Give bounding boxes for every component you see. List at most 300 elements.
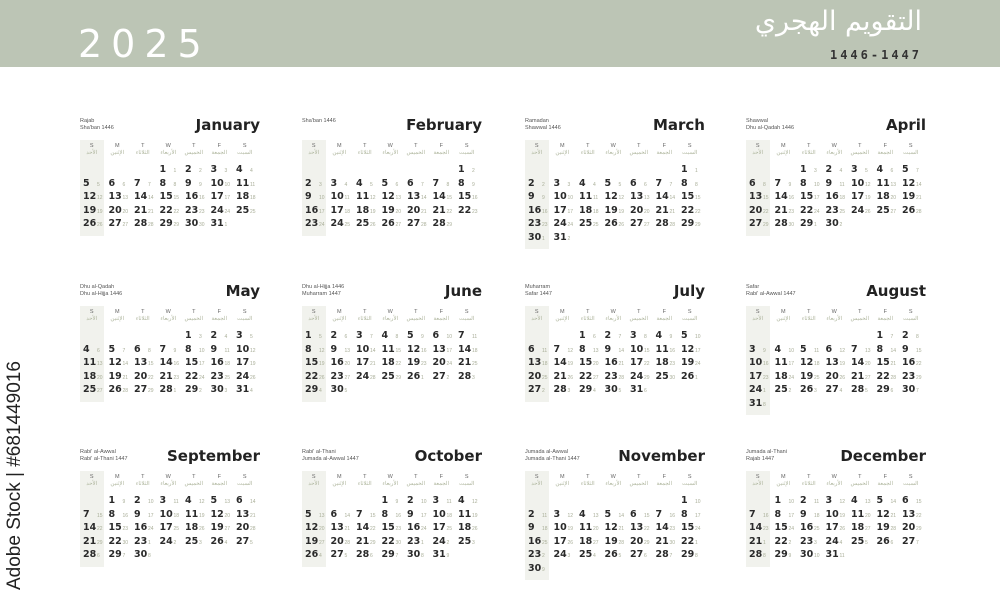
day-cell[interactable] <box>772 205 798 218</box>
day-cell[interactable] <box>379 495 405 508</box>
day-cell[interactable] <box>576 218 602 231</box>
day-cell[interactable] <box>106 218 132 231</box>
day-cell[interactable] <box>80 384 106 397</box>
day-cell[interactable] <box>208 357 234 370</box>
day-cell[interactable] <box>653 509 679 522</box>
day-cell[interactable] <box>874 344 900 357</box>
day-cell[interactable] <box>182 371 208 384</box>
day-cell[interactable] <box>353 536 379 549</box>
day-cell[interactable] <box>797 522 823 535</box>
day-cell[interactable] <box>302 522 328 535</box>
day-cell[interactable] <box>576 357 602 370</box>
day-cell[interactable] <box>551 191 577 204</box>
day-cell[interactable] <box>678 495 704 508</box>
day-cell[interactable] <box>157 178 183 191</box>
day-cell[interactable] <box>131 522 157 535</box>
day-cell[interactable] <box>182 357 208 370</box>
day-cell[interactable] <box>551 178 577 191</box>
day-cell[interactable] <box>404 495 430 508</box>
day-cell[interactable] <box>746 384 772 397</box>
day-cell[interactable] <box>899 495 925 508</box>
day-cell[interactable] <box>653 191 679 204</box>
day-cell[interactable] <box>455 536 481 549</box>
day-cell[interactable] <box>157 509 183 522</box>
day-cell[interactable] <box>106 509 132 522</box>
day-cell[interactable] <box>874 164 900 177</box>
day-cell[interactable] <box>848 191 874 204</box>
day-cell[interactable] <box>328 178 354 191</box>
day-cell[interactable] <box>404 178 430 191</box>
day-cell[interactable] <box>848 178 874 191</box>
day-cell[interactable] <box>157 191 183 204</box>
day-cell[interactable] <box>797 205 823 218</box>
day-cell[interactable] <box>551 344 577 357</box>
day-cell[interactable] <box>772 509 798 522</box>
day-cell[interactable] <box>678 549 704 562</box>
day-cell[interactable] <box>772 357 798 370</box>
day-cell[interactable] <box>80 549 106 562</box>
day-cell[interactable] <box>80 509 106 522</box>
day-cell[interactable] <box>551 205 577 218</box>
day-cell[interactable] <box>328 384 354 397</box>
day-cell[interactable] <box>328 536 354 549</box>
day-cell[interactable] <box>797 218 823 231</box>
day-cell[interactable] <box>899 522 925 535</box>
day-cell[interactable] <box>328 191 354 204</box>
day-cell[interactable] <box>848 205 874 218</box>
day-cell[interactable] <box>157 384 183 397</box>
day-cell[interactable] <box>874 371 900 384</box>
day-cell[interactable] <box>874 495 900 508</box>
day-cell[interactable] <box>157 164 183 177</box>
day-cell[interactable] <box>899 191 925 204</box>
day-cell[interactable] <box>899 371 925 384</box>
day-cell[interactable] <box>627 509 653 522</box>
day-cell[interactable] <box>797 178 823 191</box>
day-cell[interactable] <box>106 357 132 370</box>
day-cell[interactable] <box>602 522 628 535</box>
day-cell[interactable] <box>797 549 823 562</box>
day-cell[interactable] <box>602 357 628 370</box>
day-cell[interactable] <box>131 205 157 218</box>
day-cell[interactable] <box>602 330 628 343</box>
day-cell[interactable] <box>302 549 328 562</box>
day-cell[interactable] <box>106 536 132 549</box>
day-cell[interactable] <box>627 191 653 204</box>
day-cell[interactable] <box>525 384 551 397</box>
day-cell[interactable] <box>797 371 823 384</box>
day-cell[interactable] <box>899 384 925 397</box>
day-cell[interactable] <box>602 178 628 191</box>
day-cell[interactable] <box>848 536 874 549</box>
day-cell[interactable] <box>874 178 900 191</box>
day-cell[interactable] <box>823 357 849 370</box>
day-cell[interactable] <box>653 357 679 370</box>
day-cell[interactable] <box>551 522 577 535</box>
day-cell[interactable] <box>746 536 772 549</box>
day-cell[interactable] <box>823 164 849 177</box>
day-cell[interactable] <box>404 330 430 343</box>
day-cell[interactable] <box>576 522 602 535</box>
day-cell[interactable] <box>823 178 849 191</box>
day-cell[interactable] <box>328 357 354 370</box>
day-cell[interactable] <box>678 164 704 177</box>
day-cell[interactable] <box>404 205 430 218</box>
day-cell[interactable] <box>233 178 259 191</box>
day-cell[interactable] <box>404 344 430 357</box>
day-cell[interactable] <box>602 384 628 397</box>
day-cell[interactable] <box>848 371 874 384</box>
day-cell[interactable] <box>576 371 602 384</box>
day-cell[interactable] <box>182 191 208 204</box>
day-cell[interactable] <box>678 536 704 549</box>
day-cell[interactable] <box>430 495 456 508</box>
day-cell[interactable] <box>208 509 234 522</box>
day-cell[interactable] <box>455 164 481 177</box>
day-cell[interactable] <box>80 357 106 370</box>
day-cell[interactable] <box>551 371 577 384</box>
day-cell[interactable] <box>182 495 208 508</box>
day-cell[interactable] <box>106 205 132 218</box>
day-cell[interactable] <box>208 164 234 177</box>
day-cell[interactable] <box>602 536 628 549</box>
day-cell[interactable] <box>797 384 823 397</box>
day-cell[interactable] <box>182 522 208 535</box>
day-cell[interactable] <box>525 191 551 204</box>
day-cell[interactable] <box>746 371 772 384</box>
day-cell[interactable] <box>131 344 157 357</box>
day-cell[interactable] <box>157 371 183 384</box>
day-cell[interactable] <box>106 178 132 191</box>
day-cell[interactable] <box>772 218 798 231</box>
day-cell[interactable] <box>653 371 679 384</box>
day-cell[interactable] <box>653 522 679 535</box>
day-cell[interactable] <box>678 191 704 204</box>
day-cell[interactable] <box>848 357 874 370</box>
day-cell[interactable] <box>551 549 577 562</box>
day-cell[interactable] <box>746 549 772 562</box>
day-cell[interactable] <box>80 191 106 204</box>
day-cell[interactable] <box>430 205 456 218</box>
day-cell[interactable] <box>627 549 653 562</box>
day-cell[interactable] <box>678 205 704 218</box>
day-cell[interactable] <box>823 509 849 522</box>
day-cell[interactable] <box>353 205 379 218</box>
day-cell[interactable] <box>233 357 259 370</box>
day-cell[interactable] <box>233 344 259 357</box>
day-cell[interactable] <box>80 522 106 535</box>
day-cell[interactable] <box>874 191 900 204</box>
day-cell[interactable] <box>602 344 628 357</box>
day-cell[interactable] <box>602 218 628 231</box>
day-cell[interactable] <box>678 330 704 343</box>
day-cell[interactable] <box>525 232 551 245</box>
day-cell[interactable] <box>106 384 132 397</box>
day-cell[interactable] <box>576 384 602 397</box>
day-cell[interactable] <box>899 536 925 549</box>
day-cell[interactable] <box>653 549 679 562</box>
day-cell[interactable] <box>106 344 132 357</box>
day-cell[interactable] <box>797 536 823 549</box>
day-cell[interactable] <box>131 536 157 549</box>
day-cell[interactable] <box>455 371 481 384</box>
day-cell[interactable] <box>379 522 405 535</box>
day-cell[interactable] <box>430 357 456 370</box>
day-cell[interactable] <box>772 178 798 191</box>
day-cell[interactable] <box>404 522 430 535</box>
day-cell[interactable] <box>874 536 900 549</box>
day-cell[interactable] <box>404 549 430 562</box>
day-cell[interactable] <box>208 344 234 357</box>
day-cell[interactable] <box>576 178 602 191</box>
day-cell[interactable] <box>678 371 704 384</box>
day-cell[interactable] <box>746 509 772 522</box>
day-cell[interactable] <box>430 536 456 549</box>
day-cell[interactable] <box>353 330 379 343</box>
day-cell[interactable] <box>328 522 354 535</box>
day-cell[interactable] <box>302 357 328 370</box>
day-cell[interactable] <box>823 549 849 562</box>
day-cell[interactable] <box>106 522 132 535</box>
day-cell[interactable] <box>80 178 106 191</box>
day-cell[interactable] <box>874 357 900 370</box>
day-cell[interactable] <box>157 536 183 549</box>
day-cell[interactable] <box>182 509 208 522</box>
day-cell[interactable] <box>746 205 772 218</box>
day-cell[interactable] <box>525 522 551 535</box>
day-cell[interactable] <box>551 218 577 231</box>
day-cell[interactable] <box>848 495 874 508</box>
day-cell[interactable] <box>576 330 602 343</box>
day-cell[interactable] <box>302 191 328 204</box>
day-cell[interactable] <box>353 549 379 562</box>
day-cell[interactable] <box>653 330 679 343</box>
day-cell[interactable] <box>131 357 157 370</box>
day-cell[interactable] <box>602 371 628 384</box>
day-cell[interactable] <box>602 205 628 218</box>
day-cell[interactable] <box>106 495 132 508</box>
day-cell[interactable] <box>157 522 183 535</box>
day-cell[interactable] <box>430 371 456 384</box>
day-cell[interactable] <box>823 218 849 231</box>
day-cell[interactable] <box>379 205 405 218</box>
day-cell[interactable] <box>551 509 577 522</box>
day-cell[interactable] <box>653 178 679 191</box>
day-cell[interactable] <box>627 178 653 191</box>
day-cell[interactable] <box>379 218 405 231</box>
day-cell[interactable] <box>627 384 653 397</box>
day-cell[interactable] <box>302 384 328 397</box>
day-cell[interactable] <box>182 384 208 397</box>
day-cell[interactable] <box>653 536 679 549</box>
day-cell[interactable] <box>678 218 704 231</box>
day-cell[interactable] <box>455 522 481 535</box>
day-cell[interactable] <box>746 178 772 191</box>
day-cell[interactable] <box>131 509 157 522</box>
day-cell[interactable] <box>131 218 157 231</box>
day-cell[interactable] <box>899 344 925 357</box>
day-cell[interactable] <box>678 509 704 522</box>
day-cell[interactable] <box>874 384 900 397</box>
day-cell[interactable] <box>131 371 157 384</box>
day-cell[interactable] <box>430 191 456 204</box>
day-cell[interactable] <box>899 330 925 343</box>
day-cell[interactable] <box>233 371 259 384</box>
day-cell[interactable] <box>353 357 379 370</box>
day-cell[interactable] <box>653 218 679 231</box>
day-cell[interactable] <box>80 536 106 549</box>
day-cell[interactable] <box>379 371 405 384</box>
day-cell[interactable] <box>157 205 183 218</box>
day-cell[interactable] <box>627 344 653 357</box>
day-cell[interactable] <box>131 549 157 562</box>
day-cell[interactable] <box>182 205 208 218</box>
day-cell[interactable] <box>430 218 456 231</box>
day-cell[interactable] <box>455 178 481 191</box>
day-cell[interactable] <box>157 218 183 231</box>
day-cell[interactable] <box>353 371 379 384</box>
day-cell[interactable] <box>848 384 874 397</box>
day-cell[interactable] <box>746 522 772 535</box>
day-cell[interactable] <box>379 344 405 357</box>
day-cell[interactable] <box>328 330 354 343</box>
day-cell[interactable] <box>653 344 679 357</box>
day-cell[interactable] <box>379 191 405 204</box>
day-cell[interactable] <box>302 218 328 231</box>
day-cell[interactable] <box>899 357 925 370</box>
day-cell[interactable] <box>131 495 157 508</box>
day-cell[interactable] <box>746 357 772 370</box>
day-cell[interactable] <box>455 495 481 508</box>
day-cell[interactable] <box>182 178 208 191</box>
day-cell[interactable] <box>746 191 772 204</box>
day-cell[interactable] <box>576 509 602 522</box>
day-cell[interactable] <box>353 178 379 191</box>
day-cell[interactable] <box>455 330 481 343</box>
day-cell[interactable] <box>455 191 481 204</box>
day-cell[interactable] <box>404 509 430 522</box>
day-cell[interactable] <box>404 371 430 384</box>
day-cell[interactable] <box>328 549 354 562</box>
day-cell[interactable] <box>182 536 208 549</box>
day-cell[interactable] <box>302 371 328 384</box>
day-cell[interactable] <box>430 549 456 562</box>
day-cell[interactable] <box>208 330 234 343</box>
day-cell[interactable] <box>551 384 577 397</box>
day-cell[interactable] <box>525 178 551 191</box>
day-cell[interactable] <box>233 164 259 177</box>
day-cell[interactable] <box>157 344 183 357</box>
day-cell[interactable] <box>602 509 628 522</box>
day-cell[interactable] <box>80 344 106 357</box>
day-cell[interactable] <box>430 330 456 343</box>
day-cell[interactable] <box>182 330 208 343</box>
day-cell[interactable] <box>353 218 379 231</box>
day-cell[interactable] <box>353 509 379 522</box>
day-cell[interactable] <box>899 178 925 191</box>
day-cell[interactable] <box>182 218 208 231</box>
day-cell[interactable] <box>525 509 551 522</box>
day-cell[interactable] <box>899 509 925 522</box>
day-cell[interactable] <box>208 191 234 204</box>
day-cell[interactable] <box>899 164 925 177</box>
day-cell[interactable] <box>106 191 132 204</box>
day-cell[interactable] <box>106 549 132 562</box>
day-cell[interactable] <box>797 495 823 508</box>
day-cell[interactable] <box>848 509 874 522</box>
day-cell[interactable] <box>525 357 551 370</box>
day-cell[interactable] <box>328 205 354 218</box>
day-cell[interactable] <box>627 218 653 231</box>
day-cell[interactable] <box>899 205 925 218</box>
day-cell[interactable] <box>404 536 430 549</box>
day-cell[interactable] <box>525 563 551 576</box>
day-cell[interactable] <box>653 205 679 218</box>
day-cell[interactable] <box>772 371 798 384</box>
day-cell[interactable] <box>208 495 234 508</box>
day-cell[interactable] <box>353 522 379 535</box>
day-cell[interactable] <box>525 536 551 549</box>
day-cell[interactable] <box>233 495 259 508</box>
day-cell[interactable] <box>797 344 823 357</box>
day-cell[interactable] <box>772 522 798 535</box>
day-cell[interactable] <box>627 522 653 535</box>
day-cell[interactable] <box>627 371 653 384</box>
day-cell[interactable] <box>208 218 234 231</box>
day-cell[interactable] <box>576 549 602 562</box>
day-cell[interactable] <box>302 344 328 357</box>
day-cell[interactable] <box>874 509 900 522</box>
day-cell[interactable] <box>823 536 849 549</box>
day-cell[interactable] <box>823 371 849 384</box>
day-cell[interactable] <box>576 205 602 218</box>
day-cell[interactable] <box>233 191 259 204</box>
day-cell[interactable] <box>823 495 849 508</box>
day-cell[interactable] <box>233 384 259 397</box>
day-cell[interactable] <box>208 371 234 384</box>
day-cell[interactable] <box>404 191 430 204</box>
day-cell[interactable] <box>430 509 456 522</box>
day-cell[interactable] <box>208 205 234 218</box>
day-cell[interactable] <box>627 330 653 343</box>
day-cell[interactable] <box>525 549 551 562</box>
day-cell[interactable] <box>848 522 874 535</box>
day-cell[interactable] <box>797 509 823 522</box>
day-cell[interactable] <box>551 232 577 245</box>
day-cell[interactable] <box>302 509 328 522</box>
day-cell[interactable] <box>233 522 259 535</box>
day-cell[interactable] <box>404 357 430 370</box>
day-cell[interactable] <box>328 344 354 357</box>
day-cell[interactable] <box>455 344 481 357</box>
day-cell[interactable] <box>627 205 653 218</box>
day-cell[interactable] <box>353 344 379 357</box>
day-cell[interactable] <box>627 357 653 370</box>
day-cell[interactable] <box>430 178 456 191</box>
day-cell[interactable] <box>746 218 772 231</box>
day-cell[interactable] <box>302 178 328 191</box>
day-cell[interactable] <box>379 549 405 562</box>
day-cell[interactable] <box>874 205 900 218</box>
day-cell[interactable] <box>772 191 798 204</box>
day-cell[interactable] <box>525 205 551 218</box>
day-cell[interactable] <box>233 509 259 522</box>
day-cell[interactable] <box>772 344 798 357</box>
day-cell[interactable] <box>602 191 628 204</box>
day-cell[interactable] <box>430 344 456 357</box>
day-cell[interactable] <box>80 205 106 218</box>
day-cell[interactable] <box>678 522 704 535</box>
